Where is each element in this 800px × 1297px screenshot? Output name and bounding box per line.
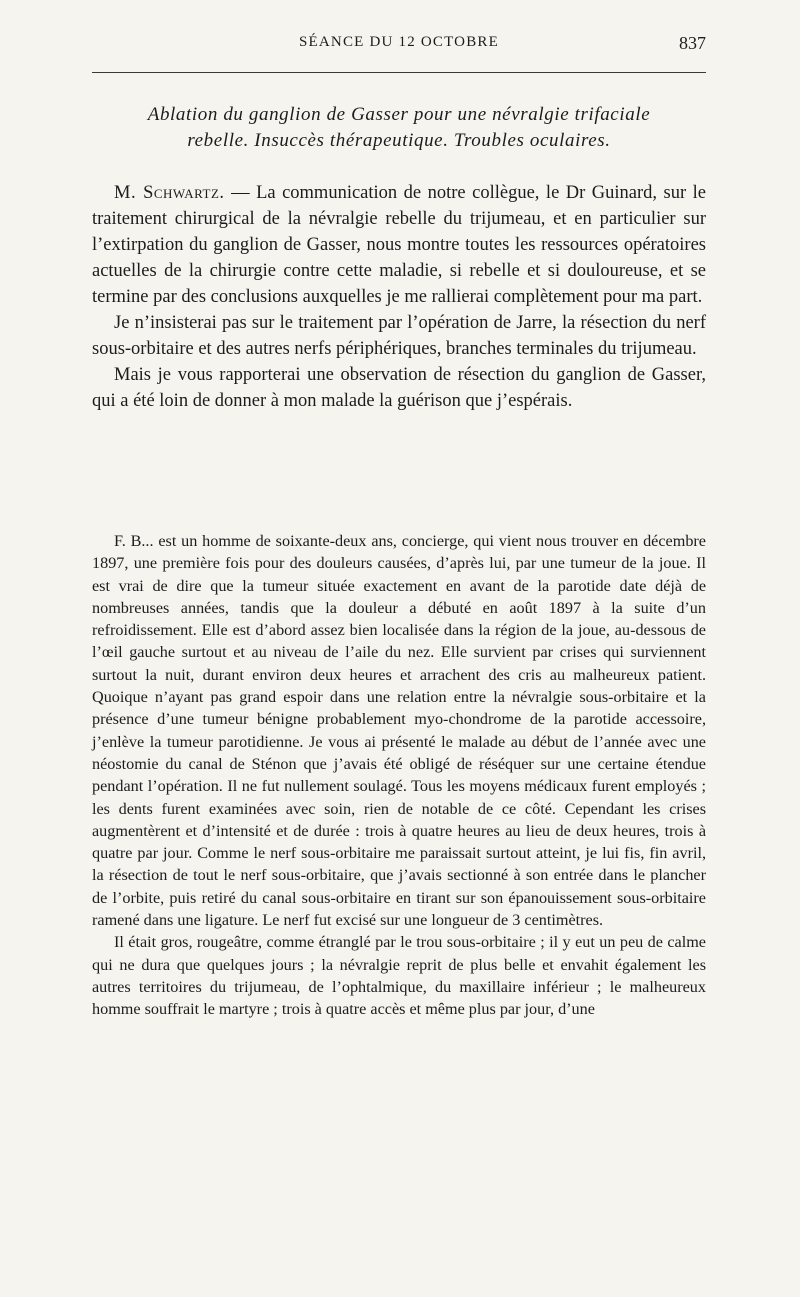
speech-paragraph-1-text: — La communication de notre collègue, le Dr Guinard, sur le traitement chirurgical de la névralgie rebelle du trijumeau, et en particulier sur l’extirpation du ganglion de Gasser, nous montre toutes les ressources opératoires actuelles de la chirurgie contre cette maladie, si rebelle et si douloureuse, et se termine par des conclusions auxquelles je me rallierai complètement pour ma part.	[92, 183, 707, 307]
header-rule	[92, 72, 706, 73]
section-title-line-2: rebelle. Insuccès thérapeutique. Troubles oculaires.	[187, 130, 611, 151]
running-head	[92, 34, 706, 56]
case-observation	[92, 530, 706, 1021]
observation-paragraph-2: Il était gros, rougeâtre, comme étranglé par le trou sous-orbitaire ; il y eut un peu de calme qui ne dura que quelques jours ; la névralgie reprit de plus belle et envahit également les autres territoires du trijumeau, de l’ophtalmique, du maxillaire inférieur ; le malheureux homme souffrait le martyre ; trois à quatre accès et même plus par jour, d’une	[92, 933, 706, 1019]
speech-paragraph-2: Je n’insisterai pas sur le traitement par l’opération de Jarre, la résection du nerf sous-orbitaire et des autres nerfs périphériques, branches terminales du trijumeau.	[92, 313, 706, 359]
speech-paragraph-3: Mais je vous rapporterai une observation de résection du ganglion de Gasser, qui a été loin de donner à mon malade la guérison que j’espérais.	[92, 365, 706, 411]
section-title	[92, 102, 706, 154]
running-title: SÉANCE DU 12 OCTOBRE	[299, 34, 499, 50]
page-number: 837	[679, 33, 706, 53]
speech-body	[92, 180, 706, 414]
speaker-name: M. Schwartz.	[114, 183, 225, 203]
section-title-line-1: Ablation du ganglion de Gasser pour une névralgie trifaciale	[147, 104, 651, 125]
observation-paragraph-1: F. B... est un homme de soixante-deux ans, concierge, qui vient nous trouver en décembre 1897, une première fois pour des douleurs causées, d’après lui, par une tumeur de la joue. Il est vrai de dire que la tumeur située exactement en avant de la parotide date déjà de nombreuses années, tandis que la douleur a débuté en août 1897 à la suite d’un refroidissement. Elle est d’abord assez bien localisée dans la région de la joue, au-dessous de l’œil gauche surtout et au niveau de l’aile du nez. Elle survient par crises qui surviennent surtout la nuit, durant environ deux heures et arrachent des cris au malheureux patient. Quoique n’ayant pas grand espoir dans une relation entre la névralgie sous-orbitaire et la présence d’une tumeur bénigne probablement myo-chondrome de la parotide accessoire, j’enlève la tumeur parotidienne. Je vous ai présenté le malade au début de l’année avec une néostomie du canal de Sténon que j’avais été obligé de réséquer sur une certaine étendue pendant l’opération. Il ne fut nullement soulagé. Tous les moyens médicaux furent employés ; les dents furent examinées avec soin, rien de notable de ce côté. Cependant les crises augmentèrent et d’intensité et de durée : trois à quatre heures au lieu de deux heures, trois à quatre par jour. Comme le nerf sous-orbitaire me paraissait surtout atteint, je lui fis, fin avril, la résection de tout le nerf sous-orbitaire, que j’avais sectionné à son entrée dans le plancher de l’orbite, puis retiré du canal sous-orbitaire en tirant sur son épanouissement sous-orbitaire ramené dans une ligature. Le nerf fut excisé sur une longueur de 3 centimètres.	[92, 532, 706, 930]
speech-paragraph-1	[92, 180, 706, 310]
